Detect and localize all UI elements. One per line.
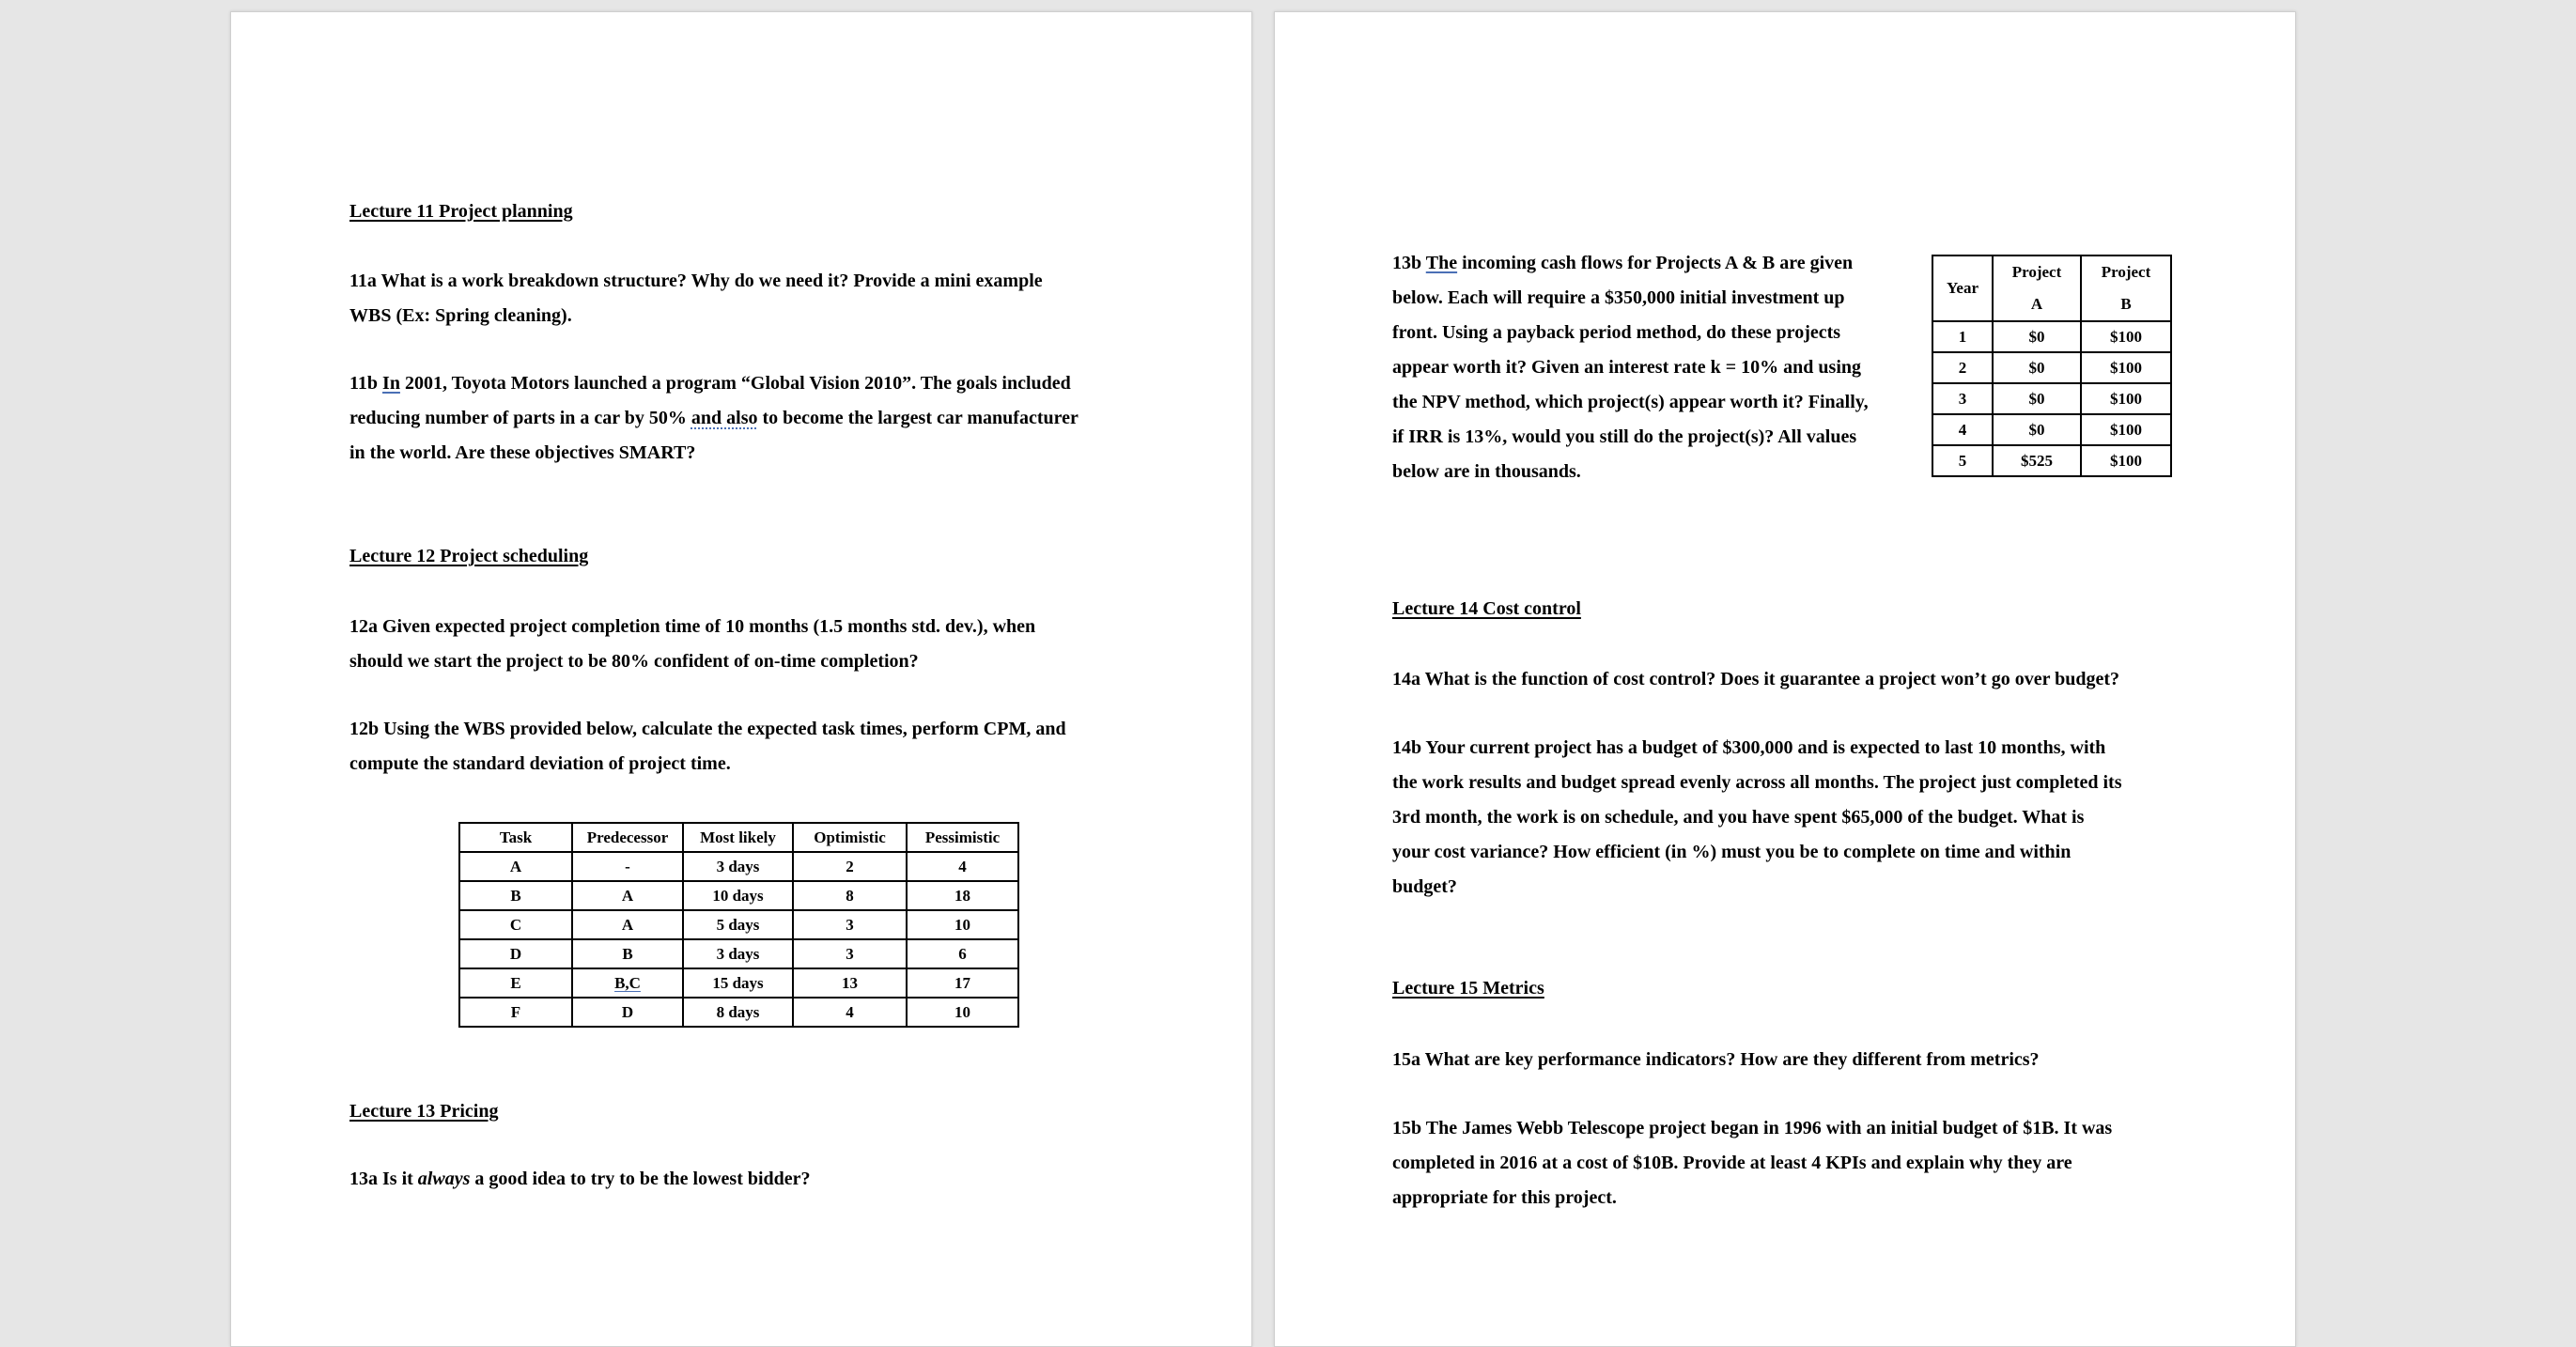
lecture-12-heading: Lecture 12 Project scheduling — [349, 546, 589, 566]
table-cell: 5 — [1932, 445, 1993, 476]
question-11b-line-2-b: to become the largest car manufacturer — [757, 408, 1079, 428]
table-cell: 3 days — [683, 852, 793, 881]
question-13a-suffix: a good idea to try to be the lowest bidder? — [470, 1169, 811, 1189]
table-row — [459, 998, 1018, 1027]
table-cell: A — [572, 910, 683, 939]
question-13b-line-6: if IRR is 13%, would you still do the project(s)? All values — [1392, 426, 1857, 447]
question-12a-line-1: 12a Given expected project completion time of 10 months (1.5 months std. dev.), when — [349, 616, 1036, 637]
table-cell: D — [572, 998, 683, 1027]
question-13b-line-1-rest: incoming cash flows for Projects A & B are given — [1457, 253, 1854, 273]
wbs-header-optimistic: Optimistic — [793, 823, 907, 852]
cash-header-project-a-line-1: Project — [2011, 263, 2062, 281]
question-11a-line-2: WBS (Ex: Spring cleaning). — [349, 305, 572, 326]
table-row — [459, 910, 1018, 939]
cash-header-year: Year — [1932, 255, 1993, 321]
question-12a — [349, 610, 1195, 679]
table-cell: C — [459, 910, 572, 939]
table-cell: A — [459, 852, 572, 881]
wbs-header-predecessor: Predecessor — [572, 823, 683, 852]
table-cell: 3 days — [683, 939, 793, 968]
table-cell: 4 — [907, 852, 1018, 881]
table-cell: E — [459, 968, 572, 998]
table-cell: 5 days — [683, 910, 793, 939]
table-cell: $100 — [2081, 414, 2171, 445]
table-cell: B — [572, 939, 683, 968]
question-13b-line-3: front. Using a payback period method, do these projects — [1392, 322, 1841, 343]
table-cell: 17 — [907, 968, 1018, 998]
question-14a: 14a What is the function of cost control? Does it guarantee a project won’t go over budget? — [1392, 669, 2120, 689]
lecture-13-heading: Lecture 13 Pricing — [349, 1101, 499, 1122]
table-cell: 15 days — [683, 968, 793, 998]
table-cell: 4 — [1932, 414, 1993, 445]
table-row — [1932, 352, 2171, 383]
grammar-flag-the[interactable]: The — [1425, 253, 1458, 273]
cash-header-project-b-line-2: B — [2120, 295, 2132, 313]
table-row — [1932, 445, 2171, 476]
table-row — [459, 852, 1018, 881]
question-14b-line-2: the work results and budget spread evenly across all months. The project just completed its — [1392, 772, 2122, 793]
grammar-flag-and-also[interactable]: and also — [691, 408, 758, 428]
table-row — [459, 968, 1018, 998]
table-cell: $0 — [1993, 414, 2081, 445]
question-12b — [349, 712, 1195, 782]
table-cell: 2 — [1932, 352, 1993, 383]
question-14b-line-3: 3rd month, the work is on schedule, and you have spent $65,000 of the budget. What is — [1392, 807, 2085, 828]
question-14b-line-5: budget? — [1392, 876, 1457, 897]
question-15b — [1392, 1111, 2332, 1215]
question-15b-line-1: 15b The James Webb Telescope project began in 1996 with an initial budget of $1B. It was — [1392, 1118, 2113, 1138]
table-cell: 13 — [793, 968, 907, 998]
question-15a: 15a What are key performance indicators? How are they different from metrics? — [1392, 1049, 2040, 1070]
table-cell: $0 — [1993, 383, 2081, 414]
table-row — [1932, 414, 2171, 445]
table-cell: 6 — [907, 939, 1018, 968]
wbs-table — [458, 822, 1019, 1028]
table-cell: B — [459, 881, 572, 910]
grammar-flag-in[interactable]: In — [382, 373, 400, 394]
question-11b — [349, 366, 1195, 471]
question-14b-line-4: your cost variance? How efficient (in %) must you be to complete on time and within — [1392, 842, 2072, 862]
table-cell: 8 days — [683, 998, 793, 1027]
table-row — [459, 939, 1018, 968]
table-cell: F — [459, 998, 572, 1027]
table-row — [1932, 383, 2171, 414]
table-cell: 4 — [793, 998, 907, 1027]
table-cell: 1 — [1932, 321, 1993, 352]
question-13b-line-4: appear worth it? Given an interest rate k = 10% and using — [1392, 357, 1862, 378]
wbs-header-pessimistic: Pessimistic — [907, 823, 1018, 852]
question-11b-line-2-a: reducing number of parts in a car by 50% — [349, 408, 691, 428]
question-13b-line-5: the NPV method, which project(s) appear worth it? Finally, — [1392, 392, 1869, 412]
table-cell: 3 — [793, 910, 907, 939]
cash-header-project-a-line-2: A — [2030, 295, 2043, 313]
table-cell — [572, 968, 683, 998]
cash-header-project-b-line-1: Project — [2101, 263, 2151, 281]
cash-table-header-row — [1932, 255, 2171, 321]
grammar-flag-bc[interactable]: B,C — [614, 973, 641, 992]
table-cell: - — [572, 852, 683, 881]
wbs-table-header-row — [459, 823, 1018, 852]
wbs-header-most-likely: Most likely — [683, 823, 793, 852]
table-cell: 10 days — [683, 881, 793, 910]
table-cell: $100 — [2081, 383, 2171, 414]
table-cell: 10 — [907, 910, 1018, 939]
table-row — [459, 881, 1018, 910]
table-cell: $100 — [2081, 352, 2171, 383]
question-11b-line-1 — [349, 366, 1195, 401]
question-11b-prefix: 11b — [349, 373, 383, 394]
question-14b — [1392, 731, 2332, 905]
table-cell: D — [459, 939, 572, 968]
table-cell: 10 — [907, 998, 1018, 1027]
wbs-header-task: Task — [459, 823, 572, 852]
cash-header-project-a — [1993, 255, 2081, 321]
table-cell: 3 — [793, 939, 907, 968]
question-13a — [349, 1162, 1195, 1197]
question-11b-line-2 — [349, 401, 1195, 436]
table-row — [1932, 321, 2171, 352]
table-cell: 2 — [793, 852, 907, 881]
question-13b-line-2: below. Each will require a $350,000 initial investment up — [1392, 287, 1845, 308]
question-13b-line-7: below are in thousands. — [1392, 461, 1581, 482]
question-13b-line-1 — [1392, 246, 1918, 281]
table-cell: 18 — [907, 881, 1018, 910]
table-cell: $525 — [1993, 445, 2081, 476]
question-12b-line-2: compute the standard deviation of project time. — [349, 753, 731, 774]
table-cell: 3 — [1932, 383, 1993, 414]
question-13b-prefix: 13b — [1392, 253, 1426, 273]
table-cell: $100 — [2081, 445, 2171, 476]
question-11b-line-3: in the world. Are these objectives SMART? — [349, 442, 696, 463]
table-cell: $0 — [1993, 321, 2081, 352]
question-15b-line-3: appropriate for this project. — [1392, 1187, 1617, 1208]
lecture-11-heading: Lecture 11 Project planning — [349, 201, 573, 222]
table-cell: 8 — [793, 881, 907, 910]
question-11a-line-1: 11a What is a work breakdown structure? Why do we need it? Provide a mini example — [349, 271, 1043, 291]
question-11a — [349, 264, 1195, 333]
table-cell: $0 — [1993, 352, 2081, 383]
question-13a-emphasis: always — [417, 1169, 471, 1189]
lecture-14-heading: Lecture 14 Cost control — [1392, 598, 1581, 619]
question-12a-line-2: should we start the project to be 80% confident of on-time completion? — [349, 651, 919, 672]
question-11b-line-1-rest: 2001, Toyota Motors launched a program “Global Vision 2010”. The goals included — [399, 373, 1071, 394]
question-12b-line-1: 12b Using the WBS provided below, calculate the expected task times, perform CPM, and — [349, 719, 1066, 739]
question-14b-line-1: 14b Your current project has a budget of $300,000 and is expected to last 10 months, with — [1392, 737, 2106, 758]
table-cell: $100 — [2081, 321, 2171, 352]
cash-header-project-b — [2081, 255, 2171, 321]
question-15b-line-2: completed in 2016 at a cost of $10B. Provide at least 4 KPIs and explain why they are — [1392, 1153, 2072, 1173]
lecture-15-heading: Lecture 15 Metrics — [1392, 978, 1544, 999]
question-13a-prefix: 13a Is it — [349, 1169, 418, 1189]
table-cell: A — [572, 881, 683, 910]
cash-flow-table — [1932, 255, 2172, 477]
question-13b — [1392, 246, 1918, 489]
